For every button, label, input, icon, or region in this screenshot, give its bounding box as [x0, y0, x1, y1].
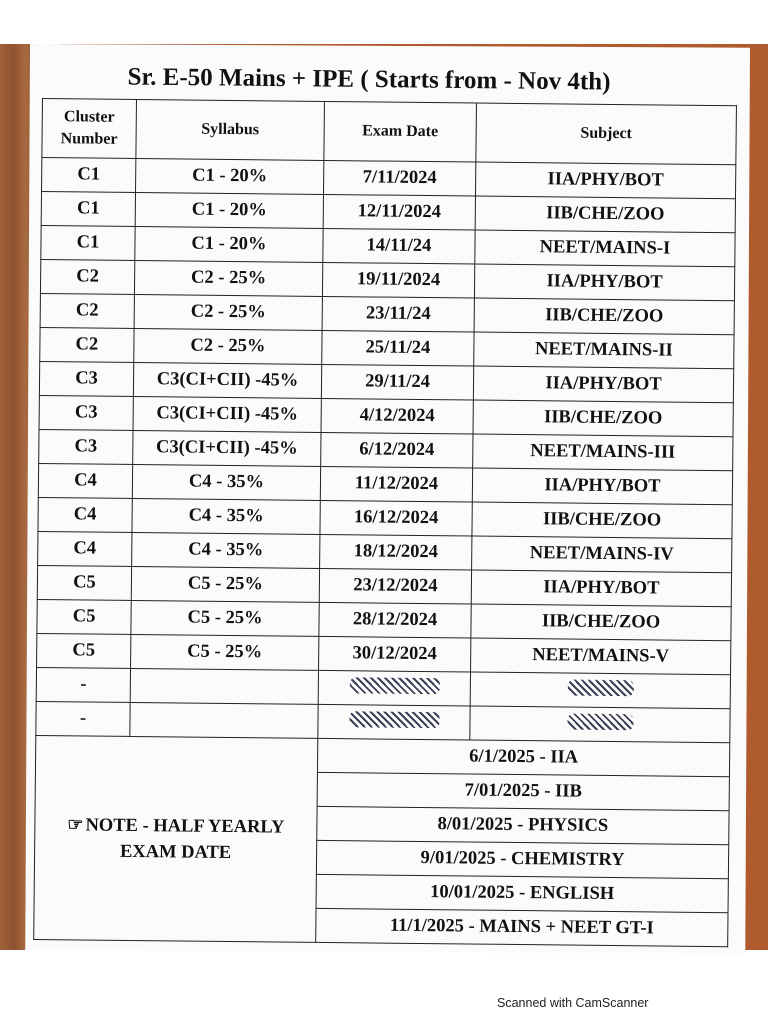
header-subject: Subject — [476, 103, 737, 165]
exam-date-cell: 16/12/2024 — [320, 500, 472, 536]
subject-cell: IIB/CHE/ZOO — [472, 502, 732, 539]
cluster-cell: - — [36, 667, 130, 702]
syllabus-cell: C4 - 35% — [132, 498, 320, 534]
subject-cell: NEET/MAINS-III — [473, 434, 733, 471]
exam-date-cell: 28/12/2024 — [319, 602, 471, 638]
cluster-cell: C2 — [40, 327, 134, 362]
cluster-cell: C1 — [41, 192, 135, 227]
pointing-hand-icon: ☞ — [67, 814, 84, 835]
camscanner-watermark: Scanned with CamScanner — [497, 996, 649, 1010]
cluster-cell: C4 — [38, 497, 132, 532]
exam-schedule-table — [33, 98, 737, 947]
header-exam-date: Exam Date — [324, 101, 477, 162]
subject-cell: NEET/MAINS-IV — [472, 536, 732, 573]
header-cluster: Cluster Number — [42, 99, 137, 159]
subject-cell: IIB/CHE/ZOO — [474, 298, 734, 335]
half-yearly-row — [35, 735, 729, 776]
exam-date-cell: 18/12/2024 — [320, 534, 472, 570]
half-yearly-note — [34, 735, 318, 942]
syllabus-cell — [130, 702, 318, 738]
subject-cell: NEET/MAINS-V — [471, 638, 731, 675]
scribbled-date-cell — [318, 670, 470, 706]
cluster-cell: C5 — [37, 565, 131, 600]
cluster-cell: - — [36, 701, 130, 736]
subject-cell: IIA/PHY/BOT — [473, 366, 733, 403]
subject-cell: IIB/CHE/ZOO — [473, 400, 733, 437]
subject-cell: IIA/PHY/BOT — [475, 162, 735, 199]
syllabus-cell: C4 - 35% — [132, 532, 320, 568]
scribble-mark — [349, 677, 439, 694]
syllabus-cell: C5 - 25% — [131, 600, 319, 636]
cluster-cell: C2 — [40, 293, 134, 328]
half-yearly-exam: 7/01/2025 - IIB — [317, 772, 729, 810]
exam-date-cell: 14/11/24 — [323, 228, 475, 264]
exam-date-cell: 25/11/24 — [322, 330, 474, 366]
half-yearly-exam: 11/1/2025 - MAINS + NEET GT-I — [316, 908, 728, 946]
cluster-cell: C4 — [38, 531, 132, 566]
subject-cell: IIB/CHE/ZOO — [475, 196, 735, 233]
half-yearly-exam: 9/01/2025 - CHEMISTRY — [316, 840, 728, 878]
exam-date-cell: 4/12/2024 — [321, 398, 473, 434]
scribble-mark — [567, 713, 633, 730]
syllabus-cell: C2 - 25% — [134, 328, 322, 364]
exam-date-cell: 6/12/2024 — [321, 432, 473, 468]
syllabus-cell: C3(CI+CII) -45% — [133, 396, 321, 432]
syllabus-cell: C3(CI+CII) -45% — [133, 362, 321, 398]
syllabus-cell: C5 - 25% — [131, 634, 319, 670]
note-line-1: NOTE - HALF YEARLY — [85, 815, 285, 838]
scribbled-date-cell — [318, 704, 470, 740]
syllabus-cell: C4 - 35% — [132, 464, 320, 500]
exam-date-cell: 11/12/2024 — [320, 466, 472, 502]
exam-date-cell: 30/12/2024 — [319, 636, 471, 672]
syllabus-cell: C5 - 25% — [131, 566, 319, 602]
scribbled-subject-cell — [470, 706, 730, 743]
syllabus-cell: C2 - 25% — [134, 260, 322, 296]
cluster-cell: C5 — [37, 633, 131, 668]
cluster-cell: C5 — [37, 599, 131, 634]
subject-cell: IIA/PHY/BOT — [474, 264, 734, 301]
exam-date-cell: 23/11/24 — [322, 296, 474, 332]
cluster-cell: C1 — [42, 158, 136, 193]
subject-cell: NEET/MAINS-II — [474, 332, 734, 369]
scribble-mark — [567, 679, 633, 696]
subject-cell: IIB/CHE/ZOO — [471, 604, 731, 641]
cluster-cell: C3 — [39, 395, 133, 430]
syllabus-cell: C1 - 20% — [135, 226, 323, 262]
cluster-cell: C1 — [41, 225, 135, 260]
exam-date-cell: 12/11/2024 — [323, 194, 475, 230]
syllabus-cell: C1 - 20% — [135, 192, 323, 228]
syllabus-cell: C3(CI+CII) -45% — [133, 430, 321, 466]
syllabus-cell: C2 - 25% — [134, 294, 322, 330]
half-yearly-exam: 8/01/2025 - PHYSICS — [317, 806, 729, 844]
subject-cell: IIA/PHY/BOT — [471, 570, 731, 607]
subject-cell: IIA/PHY/BOT — [472, 468, 732, 505]
subject-cell: NEET/MAINS-I — [475, 230, 735, 267]
exam-date-cell: 19/11/2024 — [322, 262, 474, 298]
cluster-cell: C4 — [38, 463, 132, 498]
cluster-cell: C3 — [39, 429, 133, 464]
syllabus-cell: C1 - 20% — [136, 158, 324, 194]
exam-date-cell: 23/12/2024 — [319, 568, 471, 604]
cluster-cell: C2 — [40, 259, 134, 294]
syllabus-cell — [130, 668, 318, 704]
header-syllabus: Syllabus — [136, 99, 325, 160]
half-yearly-exam: 10/01/2025 - ENGLISH — [316, 874, 728, 912]
half-yearly-exam: 6/1/2025 - IIA — [317, 738, 729, 776]
exam-date-cell: 7/11/2024 — [324, 160, 476, 196]
note-line-2: EXAM DATE — [119, 841, 232, 864]
exam-date-cell: 29/11/24 — [321, 364, 473, 400]
cluster-cell: C3 — [39, 361, 133, 396]
document-title: Sr. E-50 Mains + IPE ( Starts from - Nov 4th) — [127, 63, 611, 96]
scribble-mark — [349, 711, 439, 728]
scribbled-subject-cell — [470, 672, 730, 709]
table-header-row — [42, 99, 737, 165]
